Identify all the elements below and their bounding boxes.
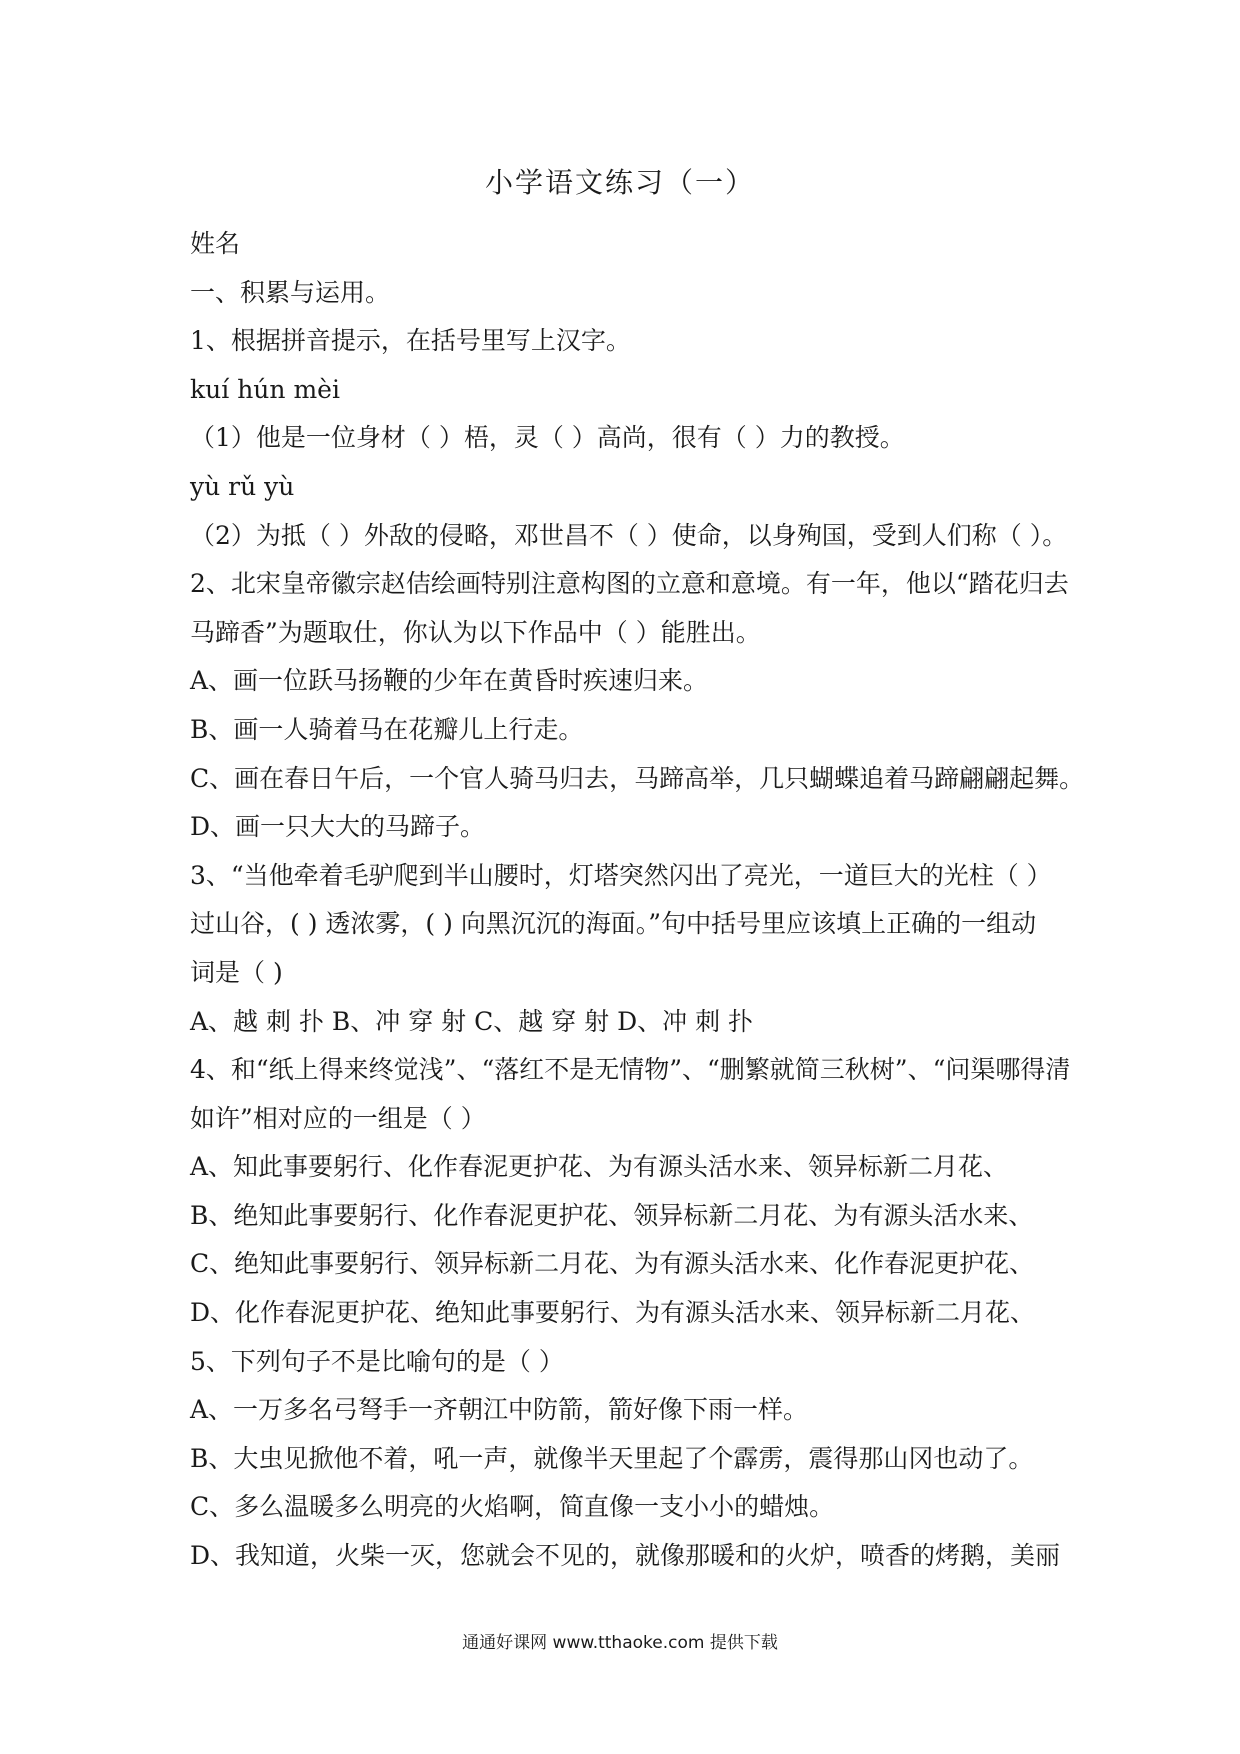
question-1-item-1: （1）他是一位身材（ ）梧，灵（ ）高尚，很有（ ）力的教授。 — [190, 423, 905, 453]
question-5-option-a: A、一万多名弓弩手一齐朝江中防箭，箭好像下雨一样。 — [190, 1395, 809, 1425]
document-body — [190, 220, 1085, 1581]
document-title: 小学语文练习（一） — [484, 166, 755, 199]
question-2-prompt-cont: 马蹄香”为题取仕，你认为以下作品中（ ）能胜出。 — [190, 617, 761, 647]
question-5-option-b: B、大虫见掀他不着，吼一声，就像半天里起了个霹雳，震得那山冈也动了。 — [190, 1443, 1034, 1473]
pinyin-line-2: yù rǔ yù — [190, 471, 295, 501]
question-5-option-d: D、我知道，火柴一灭，您就会不见的，就像那暖和的火炉，喷香的烤鹅，美丽 — [190, 1541, 1061, 1571]
question-2-option-d: D、画一只大大的马蹄子。 — [190, 812, 486, 842]
question-3-prompt: 3、“当他牵着毛驴爬到半山腰时，灯塔突然闪出了亮光，一道巨大的光柱（ ） — [190, 860, 1052, 890]
name-field-label: 姓名 — [190, 229, 241, 258]
question-5-option-c: C、多么温暖多么明亮的火焰啊，简直像一支小小的蜡烛。 — [190, 1492, 835, 1522]
question-4-prompt-cont: 如许”相对应的一组是（ ） — [190, 1103, 486, 1133]
question-2-option-b: B、画一人骑着马在花瓣儿上行走。 — [190, 714, 584, 744]
question-5-prompt: 5、下列句子不是比喻句的是（ ） — [190, 1346, 564, 1376]
question-4-prompt: 4、和“纸上得来终觉浅”、“落红不是无情物”、“删繁就简三秋树”、“问渠哪得清 — [190, 1055, 1071, 1085]
question-1-prompt: 1、根据拼音提示，在括号里写上汉字。 — [190, 326, 631, 356]
question-2-option-a: A、画一位跃马扬鞭的少年在黄昏时疾速归来。 — [190, 666, 709, 696]
question-2-prompt: 2、北宋皇帝徽宗赵佶绘画特别注意构图的立意和意境。有一年，他以“踏花归去 — [190, 569, 1069, 599]
question-4-option-c: C、绝知此事要躬行、领异标新二月花、为有源头活水来、化作春泥更护花、 — [190, 1249, 1035, 1279]
question-2-option-c: C、画在春日午后，一个官人骑马归去，马蹄高举，几只蝴蝶追着马蹄翩翩起舞。 — [190, 763, 1085, 793]
question-1-item-2: （2）为抵（ ）外敌的侵略，邓世昌不（ ）使命，以身殉国，受到人们称（ ）。 — [190, 520, 1068, 550]
question-3-options: A、越 刺 扑 B、冲 穿 射 C、越 穿 射 D、冲 刺 扑 — [190, 1006, 754, 1036]
section-heading: 一、积累与运用。 — [190, 277, 391, 307]
question-3-prompt-end: 词是（ ) — [190, 957, 283, 987]
page-footer: 通通好课网 www.tthaoke.com 提供下载 — [462, 1633, 778, 1653]
pinyin-line-1: kuí hún mèi — [190, 374, 340, 404]
question-3-prompt-cont: 过山谷，( ) 透浓雾，( ) 向黑沉沉的海面。”句中括号里应该填上正确的一组动 — [190, 909, 1037, 939]
question-4-option-d: D、化作春泥更护花、绝知此事要躬行、为有源头活水来、领异标新二月花、 — [190, 1298, 1036, 1328]
question-4-option-a: A、知此事要躬行、化作春泥更护花、为有源头活水来、领异标新二月花、 — [190, 1152, 1009, 1182]
question-4-option-b: B、绝知此事要躬行、化作春泥更护花、领异标新二月花、为有源头活水来、 — [190, 1200, 1034, 1230]
